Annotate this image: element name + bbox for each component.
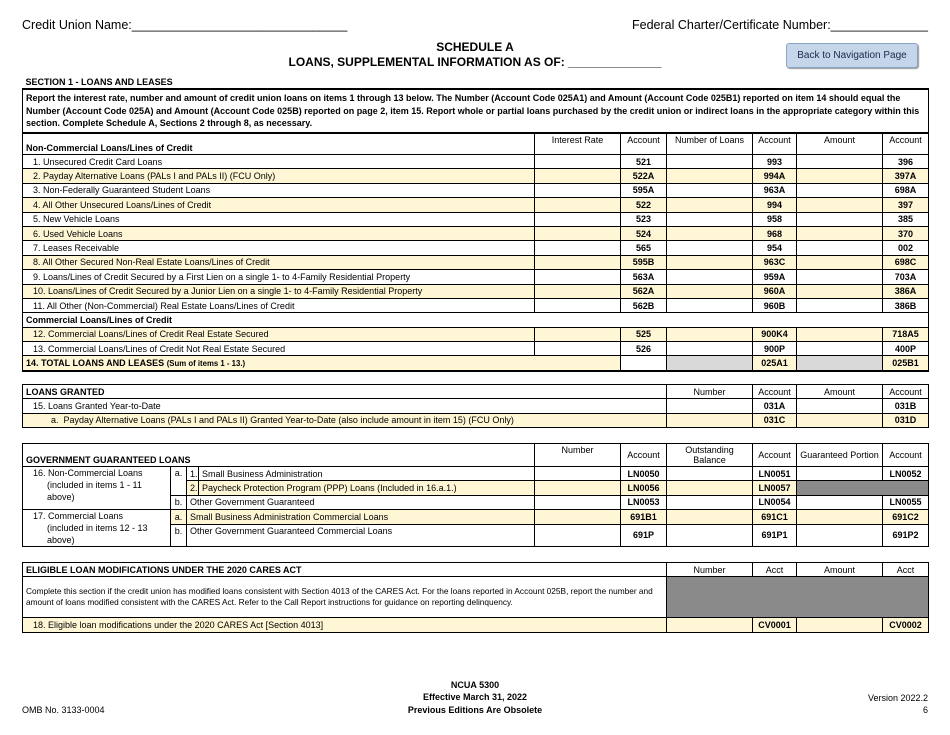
interest-rate-field[interactable] <box>535 270 621 284</box>
row16a-prefix: a. <box>171 467 187 496</box>
amount-field[interactable] <box>797 255 883 269</box>
footer-previous: Previous Editions Are Obsolete <box>407 705 543 715</box>
account-code: 565 <box>621 241 667 255</box>
col-account: Account <box>883 385 929 399</box>
number-of-loans-field[interactable] <box>667 226 753 240</box>
account-code: 522A <box>621 169 667 183</box>
row15-amount-field[interactable] <box>797 399 883 413</box>
amount-field[interactable] <box>797 198 883 212</box>
row15-label: 15. Loans Granted Year-to-Date <box>23 399 667 413</box>
cares-title: ELIGIBLE LOAN MODIFICATIONS UNDER THE 2020 CARES ACT <box>23 563 667 577</box>
interest-rate-field[interactable] <box>535 284 621 298</box>
interest-rate-field[interactable] <box>535 198 621 212</box>
account-code: 691P1 <box>753 524 797 546</box>
row17-label: 17. Commercial Loans (included in items 12 - 13 above) <box>23 510 171 547</box>
loan-row-label: 13. Commercial Loans/Lines of Credit Not Real Estate Secured <box>23 342 535 356</box>
col-amount: Amount <box>797 134 883 155</box>
row17b-portion-field[interactable] <box>797 524 883 546</box>
footer-omb: OMB No. 3133-0004 <box>22 705 105 715</box>
table-row <box>23 255 929 269</box>
account-code: 525 <box>621 327 667 341</box>
loan-row-label: 5. New Vehicle Loans <box>23 212 535 226</box>
row17a-label: Small Business Administration Commercial Loans <box>187 510 535 525</box>
table-row <box>23 241 929 255</box>
total-loans-label: 14. TOTAL LOANS AND LEASES (Sum of items 1 - 13.) <box>23 356 621 371</box>
col-account: Account <box>753 385 797 399</box>
commercial-header: Commercial Loans/Lines of Credit <box>23 313 929 327</box>
number-of-loans-field[interactable] <box>667 212 753 226</box>
row16b-portion-field[interactable] <box>797 495 883 509</box>
account-code: 386B <box>883 298 929 312</box>
row17b-label: Other Government Guaranteed Commercial Loans <box>187 524 535 546</box>
account-code: CV0002 <box>883 618 929 632</box>
account-code: 031B <box>883 399 929 413</box>
number-of-loans-field[interactable] <box>667 198 753 212</box>
row16a2-label: Paycheck Protection Program (PPP) Loans (Included in 16.a.1.) <box>199 481 535 495</box>
account-code: 521 <box>621 155 667 169</box>
account-code: 718A5 <box>883 327 929 341</box>
empty-cell <box>621 356 667 371</box>
row16-label: 16. Non-Commercial Loans (included in items 1 - 11 above) <box>23 467 171 510</box>
number-of-loans-field[interactable] <box>667 298 753 312</box>
number-of-loans-field[interactable] <box>667 241 753 255</box>
col-number-of-loans: Number of Loans <box>667 134 753 155</box>
table-row <box>23 327 929 341</box>
footer-version: Version 2022.2 <box>867 693 928 703</box>
account-code: 025A1 <box>753 356 797 371</box>
account-code: LN0052 <box>883 467 929 481</box>
interest-rate-field[interactable] <box>535 298 621 312</box>
row15a-number-field[interactable] <box>667 413 753 427</box>
account-code: LN0057 <box>753 481 797 495</box>
account-code: 994 <box>753 198 797 212</box>
account-code: 397 <box>883 198 929 212</box>
loan-row-label: 10. Loans/Lines of Credit Secured by a Junior Lien on a single 1- to 4-Family Residential Property <box>23 284 535 298</box>
row15-number-field[interactable] <box>667 399 753 413</box>
row17a-prefix: a. <box>171 510 187 525</box>
total-number-field[interactable] <box>667 356 753 371</box>
loan-row-label: 1. Unsecured Credit Card Loans <box>23 155 535 169</box>
gov-guaranteed-table <box>22 443 929 547</box>
account-code: LN0054 <box>753 495 797 509</box>
interest-rate-field[interactable] <box>535 212 621 226</box>
section1-instructions: Report the interest rate, number and amount of credit union loans on items 1 through 13 below. The Number (Account Code 025A1) and Amount (Account Code 025B1) reported on item 14 should equal the Number (Account Code 025A) and Amount (Account Code 025B) reported on page 2, item 15. Report whole or partial loans purchased by the credit union or indirect loans in the appropriate category within this section. Complete Schedule A, Sections 2 through 8, as necessary. <box>23 89 929 132</box>
loans-table <box>22 133 929 372</box>
account-code: 691C2 <box>883 510 929 525</box>
account-code: 002 <box>883 241 929 255</box>
row18-amount-field[interactable] <box>797 618 883 632</box>
col-number: Number <box>535 444 621 467</box>
col-acct: Acct <box>753 563 797 577</box>
number-of-loans-field[interactable] <box>667 327 753 341</box>
row18-label: 18. Eligible loan modifications under the 2020 CARES Act [Section 4013] <box>23 618 667 632</box>
col-number: Number <box>667 563 753 577</box>
account-code: 396 <box>883 155 929 169</box>
row17b-balance-field[interactable] <box>667 524 753 546</box>
schedule-subtitle: LOANS, SUPPLEMENTAL INFORMATION AS OF: ______________ <box>288 55 662 69</box>
loans-granted-table <box>22 384 929 428</box>
account-code: 031C <box>753 413 797 427</box>
credit-union-name-label: Credit Union Name:_______________________________ <box>22 18 348 32</box>
number-of-loans-field[interactable] <box>667 183 753 197</box>
col-acct: Acct <box>883 563 929 577</box>
account-code: 963C <box>753 255 797 269</box>
account-code: 698C <box>883 255 929 269</box>
row15a-label: a. Payday Alternative Loans (PALs I and PALs II) Granted Year-to-Date (also include amount in item 15) (FCU Only) <box>23 413 667 427</box>
account-code: 691B1 <box>621 510 667 525</box>
table-row <box>23 198 929 212</box>
number-of-loans-field[interactable] <box>667 155 753 169</box>
account-code: 386A <box>883 284 929 298</box>
loan-row-label: 4. All Other Unsecured Loans/Lines of Credit <box>23 198 535 212</box>
account-code: 954 <box>753 241 797 255</box>
interest-rate-field[interactable] <box>535 226 621 240</box>
table-row <box>23 342 929 356</box>
row17a-portion-field[interactable] <box>797 510 883 525</box>
amount-field[interactable] <box>797 169 883 183</box>
col-account: Account <box>753 444 797 467</box>
amount-field[interactable] <box>797 183 883 197</box>
account-code: LN0056 <box>621 481 667 495</box>
account-code: 562B <box>621 298 667 312</box>
table-row <box>23 155 929 169</box>
col-account: Account <box>883 444 929 467</box>
table-row <box>23 284 929 298</box>
schedule-title: SCHEDULE A <box>436 40 514 54</box>
number-of-loans-field[interactable] <box>667 284 753 298</box>
account-code: 563A <box>621 270 667 284</box>
row17a-balance-field[interactable] <box>667 510 753 525</box>
interest-rate-field[interactable] <box>535 169 621 183</box>
row16a1-portion-field[interactable] <box>797 467 883 481</box>
interest-rate-field[interactable] <box>535 342 621 356</box>
loan-row-label: 11. All Other (Non-Commercial) Real Estate Loans/Lines of Credit <box>23 298 535 312</box>
account-code: 703A <box>883 270 929 284</box>
col-account: Account <box>883 134 929 155</box>
account-code: 025B1 <box>883 356 929 371</box>
loan-row-label: 9. Loans/Lines of Credit Secured by a First Lien on a single 1- to 4-Family Residential Property <box>23 270 535 284</box>
account-code: 385 <box>883 212 929 226</box>
account-code: 526 <box>621 342 667 356</box>
account-code: 691P2 <box>883 524 929 546</box>
row16b-label: Other Government Guaranteed <box>187 495 535 509</box>
loan-row-label: 2. Payday Alternative Loans (PALs I and PALs II) (FCU Only) <box>23 169 535 183</box>
account-code: 031A <box>753 399 797 413</box>
noncommercial-header: Non-Commercial Loans/Lines of Credit <box>23 134 535 155</box>
account-code: LN0053 <box>621 495 667 509</box>
col-amount: Amount <box>797 385 883 399</box>
amount-field[interactable] <box>797 226 883 240</box>
account-code: 958 <box>753 212 797 226</box>
account-code: CV0001 <box>753 618 797 632</box>
row16a1-balance-field[interactable] <box>667 467 753 481</box>
row17b-number-field[interactable] <box>535 524 621 546</box>
row17a-number-field[interactable] <box>535 510 621 525</box>
row16a1-prefix: 1. <box>187 467 199 481</box>
number-of-loans-field[interactable] <box>667 169 753 183</box>
col-account: Account <box>753 134 797 155</box>
total-amount-field[interactable] <box>797 356 883 371</box>
account-code: 968 <box>753 226 797 240</box>
loan-row-label: 8. All Other Secured Non-Real Estate Loans/Lines of Credit <box>23 255 535 269</box>
account-code: 900P <box>753 342 797 356</box>
account-code: 595B <box>621 255 667 269</box>
amount-field[interactable] <box>797 284 883 298</box>
row15a-amount-field[interactable] <box>797 413 883 427</box>
account-code: 523 <box>621 212 667 226</box>
amount-field[interactable] <box>797 212 883 226</box>
col-number: Number <box>667 385 753 399</box>
table-row <box>23 169 929 183</box>
section1-title: SECTION 1 - LOANS AND LEASES <box>23 75 929 89</box>
row16a1-label: Small Business Administration <box>199 467 535 481</box>
col-account: Account <box>621 134 667 155</box>
row16a1-number-field[interactable] <box>535 467 621 481</box>
account-code: 562A <box>621 284 667 298</box>
account-code: LN0051 <box>753 467 797 481</box>
account-code: 691C1 <box>753 510 797 525</box>
row16a2-number-field[interactable] <box>535 481 621 495</box>
row16b-prefix: b. <box>171 495 187 509</box>
account-code: 031D <box>883 413 929 427</box>
account-code: 397A <box>883 169 929 183</box>
account-code: 524 <box>621 226 667 240</box>
footer-effective: Effective March 31, 2022 <box>422 692 528 702</box>
account-code: 691P <box>621 524 667 546</box>
account-code: 960B <box>753 298 797 312</box>
account-code: 370 <box>883 226 929 240</box>
cares-instructions: Complete this section if the credit union has modified loans consistent with Section 4013 of the CARES Act. For the loans reported in Account 025B, report the number and amount of loans modified consistent with the CARES Act. Refer to the Call Report instructions for guidance on reporting delinquency. <box>23 577 667 618</box>
table-row <box>23 212 929 226</box>
account-code: 993 <box>753 155 797 169</box>
interest-rate-field[interactable] <box>535 327 621 341</box>
number-of-loans-field[interactable] <box>667 255 753 269</box>
disabled-cell <box>667 577 929 618</box>
col-outstanding-balance: Outstanding Balance <box>667 444 753 467</box>
amount-field[interactable] <box>797 298 883 312</box>
account-code: 595A <box>621 183 667 197</box>
account-code: 959A <box>753 270 797 284</box>
amount-field[interactable] <box>797 155 883 169</box>
section1-table <box>22 75 929 133</box>
number-of-loans-field[interactable] <box>667 270 753 284</box>
amount-field[interactable] <box>797 327 883 341</box>
row16a2-prefix: 2. <box>187 481 199 495</box>
loan-row-label: 3. Non-Federally Guaranteed Student Loans <box>23 183 535 197</box>
account-code: 963A <box>753 183 797 197</box>
table-row <box>23 183 929 197</box>
loan-row-label: 7. Leases Receivable <box>23 241 535 255</box>
interest-rate-field[interactable] <box>535 241 621 255</box>
table-row <box>23 298 929 312</box>
interest-rate-field[interactable] <box>535 155 621 169</box>
account-code: LN0055 <box>883 495 929 509</box>
account-code: 994A <box>753 169 797 183</box>
back-to-navigation-button[interactable]: Back to Navigation Page <box>786 43 918 68</box>
table-row <box>23 226 929 240</box>
footer-page-number: 6 <box>922 705 928 715</box>
number-of-loans-field[interactable] <box>667 342 753 356</box>
col-amount: Amount <box>797 563 883 577</box>
row17b-prefix: b. <box>171 524 187 546</box>
charter-number-label: Federal Charter/Certificate Number:______________ <box>631 18 928 32</box>
amount-field[interactable] <box>797 342 883 356</box>
amount-field[interactable] <box>797 270 883 284</box>
table-row <box>23 270 929 284</box>
row16b-balance-field[interactable] <box>667 495 753 509</box>
col-guaranteed-portion: Guaranteed Portion <box>797 444 883 467</box>
account-code: 522 <box>621 198 667 212</box>
row18-number-field[interactable] <box>667 618 753 632</box>
col-interest-rate: Interest Rate <box>535 134 621 155</box>
gov-guaranteed-title: GOVERNMENT GUARANTEED LOANS <box>23 444 535 467</box>
footer-form: NCUA 5300 <box>450 680 500 690</box>
cares-table <box>22 562 929 633</box>
col-account: Account <box>621 444 667 467</box>
account-code: 698A <box>883 183 929 197</box>
loan-row-label: 12. Commercial Loans/Lines of Credit Real Estate Secured <box>23 327 535 341</box>
interest-rate-field[interactable] <box>535 183 621 197</box>
account-code: LN0050 <box>621 467 667 481</box>
account-code: 400P <box>883 342 929 356</box>
interest-rate-field[interactable] <box>535 255 621 269</box>
row16a2-balance-field[interactable] <box>667 481 753 495</box>
row16b-number-field[interactable] <box>535 495 621 509</box>
loans-granted-title: LOANS GRANTED <box>23 385 667 399</box>
loan-row-label: 6. Used Vehicle Loans <box>23 226 535 240</box>
account-code: 960A <box>753 284 797 298</box>
disabled-cell <box>797 481 929 495</box>
amount-field[interactable] <box>797 241 883 255</box>
account-code: 900K4 <box>753 327 797 341</box>
